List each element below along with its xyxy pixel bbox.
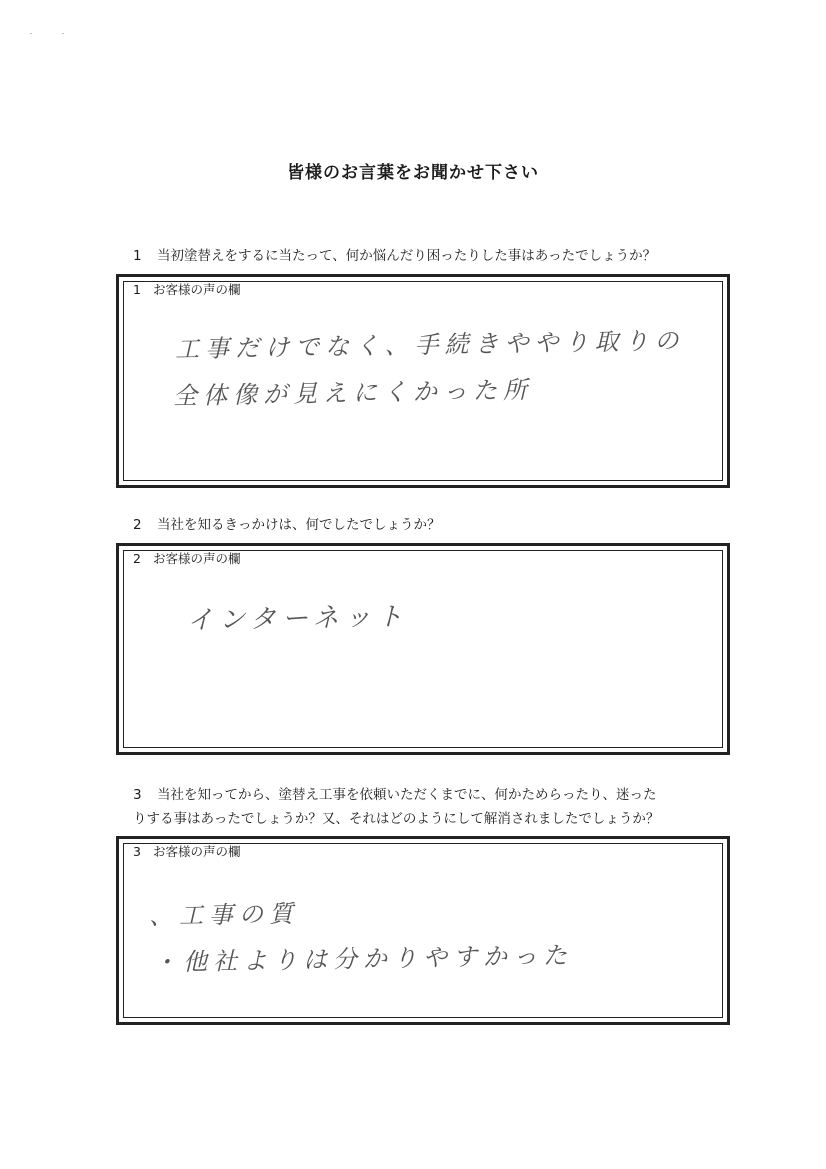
question-2 [133,513,441,537]
answer-box-3 [116,836,730,1025]
question-2-text: 当社を知るきっかけは、何でしたでしょうか？ [157,517,441,533]
answer-box-2-label-text: お客様の声の欄 [153,551,241,566]
question-3-cont [133,807,659,831]
answer-box-2-label [133,549,241,567]
question-1 [133,244,656,268]
answer-box-3-label-text: お客様の声の欄 [153,844,241,859]
question-3-text-line-1: 当社を知ってから、塗替え工事を依頼いただくまでに、何かためらったり、迷った [157,787,657,803]
scan-speck [62,33,64,34]
answer-1-line-1: 工事だけでなく、手続きややり取りの [174,326,685,364]
answer-box-1-label [133,280,241,298]
answer-1-line-2: 全体像が見えにくかった所 [172,375,534,411]
answer-box-3-label [133,842,241,860]
question-1-number: 1 [133,248,142,264]
question-3-text-line-2: りする事はあったでしょうか？又、それはどのようにして解消されましたでしょうか？ [133,811,660,827]
question-2-number: 2 [133,517,142,533]
scan-speck [30,33,32,34]
answer-box-1-number: 1 [133,282,141,297]
question-3-number: 3 [133,787,142,803]
question-1-text: 当初塗替えをするに当たって、何か悩んだり困ったりした事はあったでしょうか？ [157,248,657,264]
page-title: 皆様のお言葉をお聞かせ下さい [287,163,539,183]
answer-3-line-2: ・他社よりは分かりやすかった [152,941,574,977]
question-3 [133,783,657,807]
answer-box-2 [116,543,730,755]
answer-box-2-number: 2 [133,551,141,566]
answer-box-1 [116,274,730,488]
answer-box-3-number: 3 [133,844,141,859]
answer-3-line-1: 、工事の質 [148,899,300,931]
answer-box-1-label-text: お客様の声の欄 [153,282,241,297]
answer-2-line-1: インターネット [186,602,409,636]
